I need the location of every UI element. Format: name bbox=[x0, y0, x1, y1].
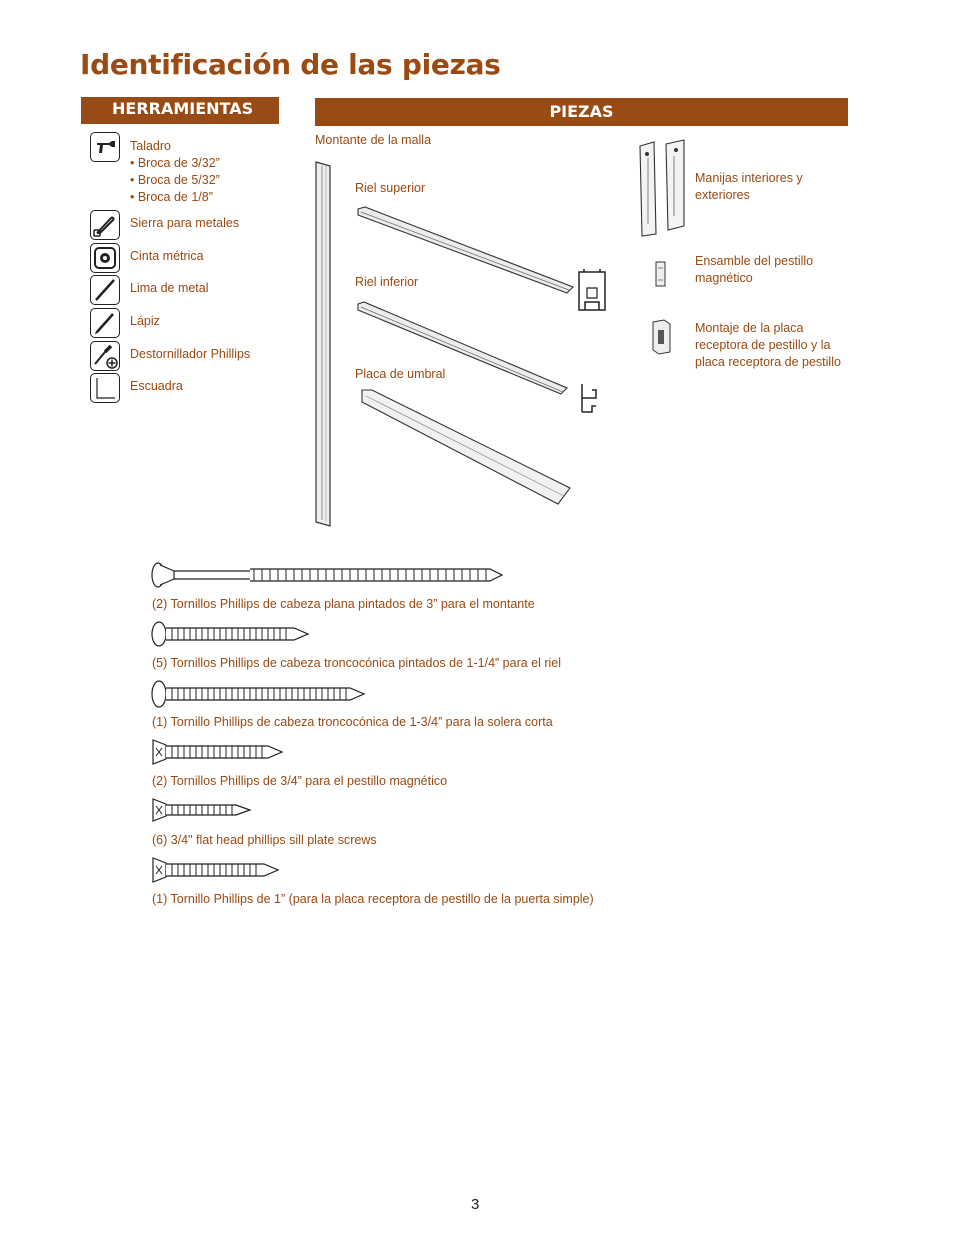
screw-label-2: (5) Tornillos Phillips de cabeza troncocónica pintados de 1-1/4” para el riel bbox=[152, 656, 562, 670]
screw-label-1: (2) Tornillos Phillips de cabeza plana pintados de 3” para el montante bbox=[152, 597, 535, 611]
tool-label-pencil: Lápiz bbox=[130, 314, 160, 328]
tool-label-screwdriver: Destornillador Phillips bbox=[130, 347, 251, 361]
tape-measure-icon bbox=[90, 243, 120, 273]
tool-label-square: Escuadra bbox=[130, 379, 183, 393]
tool-label-hacksaw: Sierra para metales bbox=[130, 216, 240, 230]
top-rail-illustration bbox=[355, 205, 575, 300]
part-label-top-rail: Riel superior bbox=[355, 181, 426, 195]
screw-label-6: (1) Tornillo Phillips de 1” (para la placa receptora de pestillo de la puerta simple) bbox=[152, 892, 594, 906]
drill-bit-3: • Broca de 1/8” bbox=[130, 190, 213, 204]
screw-1-3-4in-pan-head-illustration bbox=[150, 679, 368, 711]
handles-illustration bbox=[636, 138, 690, 238]
part-label-handles: Manijas interiores y exteriores bbox=[695, 171, 803, 202]
tool-label-tape: Cinta métrica bbox=[130, 249, 204, 263]
page-title: Identificación de las piezas bbox=[80, 48, 501, 81]
screw-label-5: (6) 3/4" flat head phillips sill plate screws bbox=[152, 833, 377, 847]
drill-icon bbox=[90, 132, 120, 162]
drill-bit-2: • Broca de 5/32” bbox=[130, 173, 220, 187]
pencil-icon bbox=[90, 308, 120, 338]
screw-label-4: (2) Tornillos Phillips de 3/4” para el pestillo magnético bbox=[152, 774, 448, 788]
part-label-magnetic-latch: Ensamble del pestillo magnético bbox=[695, 254, 814, 285]
square-ruler-icon bbox=[90, 373, 120, 403]
screen-post-illustration bbox=[312, 160, 336, 530]
screw-1in-strike-plate-illustration bbox=[150, 856, 282, 886]
screw-3-4in-magnetic-latch-illustration bbox=[150, 738, 286, 768]
tool-label-drill: Taladro bbox=[130, 139, 171, 153]
screw-1-1-4in-pan-head-illustration bbox=[150, 620, 312, 650]
part-label-screen-post: Montante de la malla bbox=[315, 133, 432, 147]
hacksaw-icon bbox=[90, 210, 120, 240]
part-label-strike-plate: Montaje de la placa receptora de pestillo y la placa receptora de pestillo bbox=[695, 321, 841, 369]
magnetic-latch-illustration bbox=[654, 260, 668, 290]
phillips-screwdriver-icon bbox=[90, 341, 120, 371]
drill-bit-1: • Broca de 3/32” bbox=[130, 156, 220, 170]
bottom-rail-profile-icon bbox=[578, 382, 602, 414]
page-number: 3 bbox=[471, 1196, 480, 1213]
part-label-bottom-rail: Riel inferior bbox=[355, 275, 419, 289]
metal-file-icon bbox=[90, 275, 120, 305]
screw-3-4in-sill-plate-illustration bbox=[150, 797, 254, 825]
screw-label-3: (1) Tornillo Phillips de cabeza troncocónica de 1-3/4” para la solera corta bbox=[152, 715, 553, 729]
parts-header: PIEZAS bbox=[315, 98, 848, 126]
screw-3in-flat-head-illustration bbox=[150, 562, 506, 590]
top-rail-profile-icon bbox=[575, 268, 611, 314]
bottom-rail-illustration bbox=[355, 300, 570, 400]
part-label-sill-plate: Placa de umbral bbox=[355, 367, 446, 381]
tool-label-file: Lima de metal bbox=[130, 281, 209, 295]
tools-header: HERRAMIENTAS bbox=[81, 97, 279, 124]
strike-plate-illustration bbox=[650, 318, 674, 358]
sill-plate-illustration bbox=[358, 388, 574, 508]
